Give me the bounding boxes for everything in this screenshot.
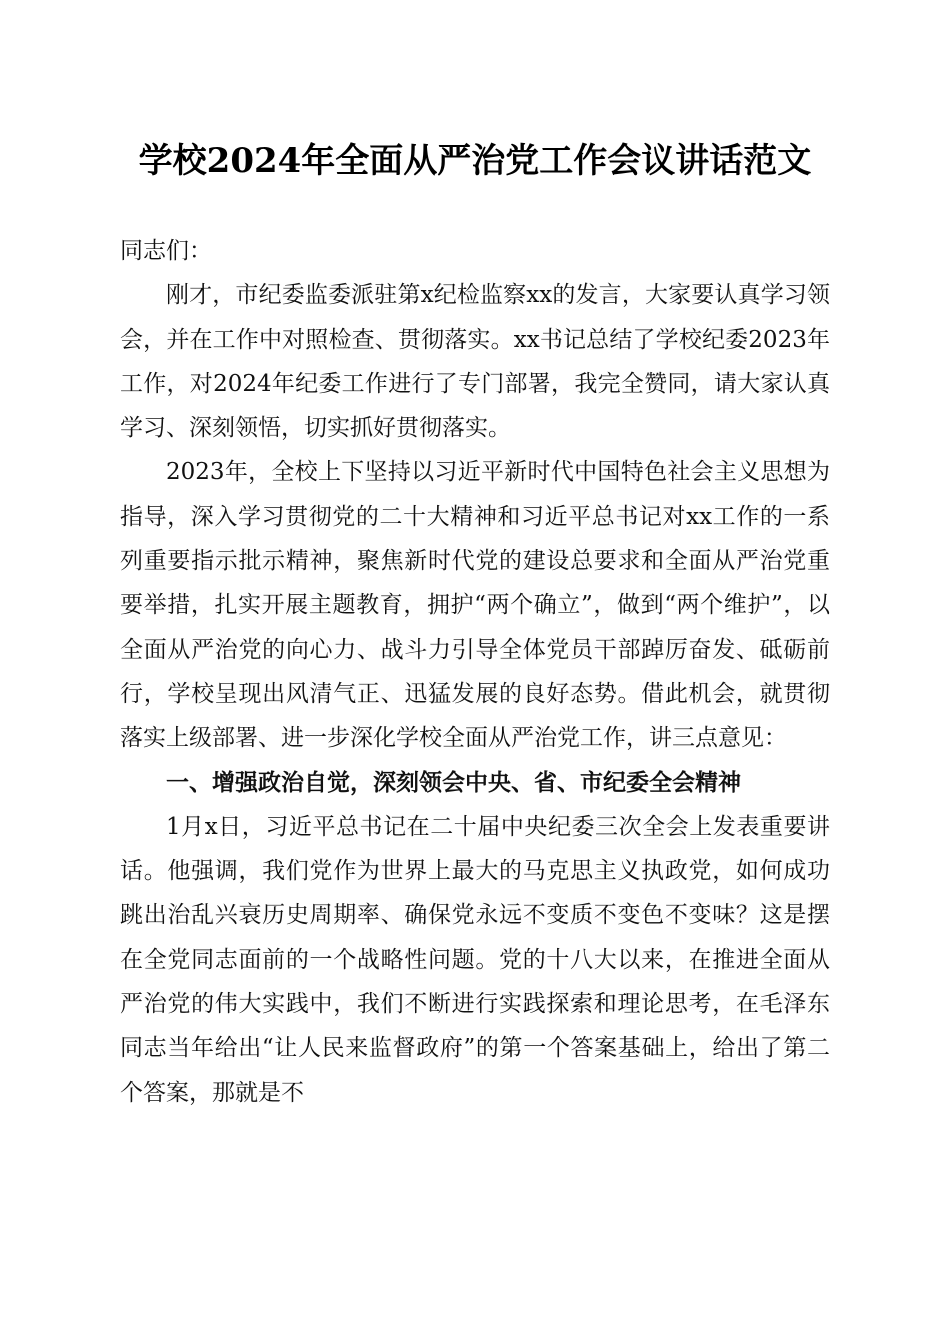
paragraph-section-1: 1月x日，习近平总书记在二十届中央纪委三次全会上发表重要讲话。他强调，我们党作为世界上最大的马克思主义执政党，如何成功跳出治乱兴衰历史周期率、确保党永远不变质不变色不变味？这是摆在全党同志面前的一个战略性问题。党的十八大以来，在推进全面从严治党的伟大实践中，我们不断进行实践探索和理论思考，在毛泽东同志当年给出“让人民来监督政府”的第一个答案基础上，给出了第二个答案，那就是不 bbox=[120, 813, 830, 1106]
salutation: 同志们： bbox=[120, 238, 212, 264]
section-heading-1: 一、增强政治自觉，深刻领会中央、省、市纪委全会精神 bbox=[166, 769, 741, 796]
document-body bbox=[120, 229, 830, 1115]
paragraph-opening: 刚才，市纪委监委派驻第x纪检监察xx的发言，大家要认真学习领会，并在工作中对照检查、贯彻落实。xx书记总结了学校纪委2023年工作，对2024年纪委工作进行了专门部署，我完全赞同，请大家认真学习、深刻领悟，切实抓好贯彻落实。 bbox=[120, 282, 830, 442]
paragraph-review-2023: 2023年，全校上下坚持以习近平新时代中国特色社会主义思想为指导，深入学习贯彻党的二十大精神和习近平总书记对xx工作的一系列重要指示批示精神，聚焦新时代党的建设总要求和全面从严治党重要举措，扎实开展主题教育，拥护“两个确立”，做到“两个维护”，以全面从严治党的向心力、战斗力引导全体党员干部踔厉奋发、砥砺前行，学校呈现出风清气正、迅猛发展的良好态势。借此机会，就贯彻落实上级部署、进一步深化学校全面从严治党工作，讲三点意见： bbox=[120, 459, 830, 752]
document-title: 学校2024年全面从严治党工作会议讲话范文 bbox=[138, 141, 812, 181]
